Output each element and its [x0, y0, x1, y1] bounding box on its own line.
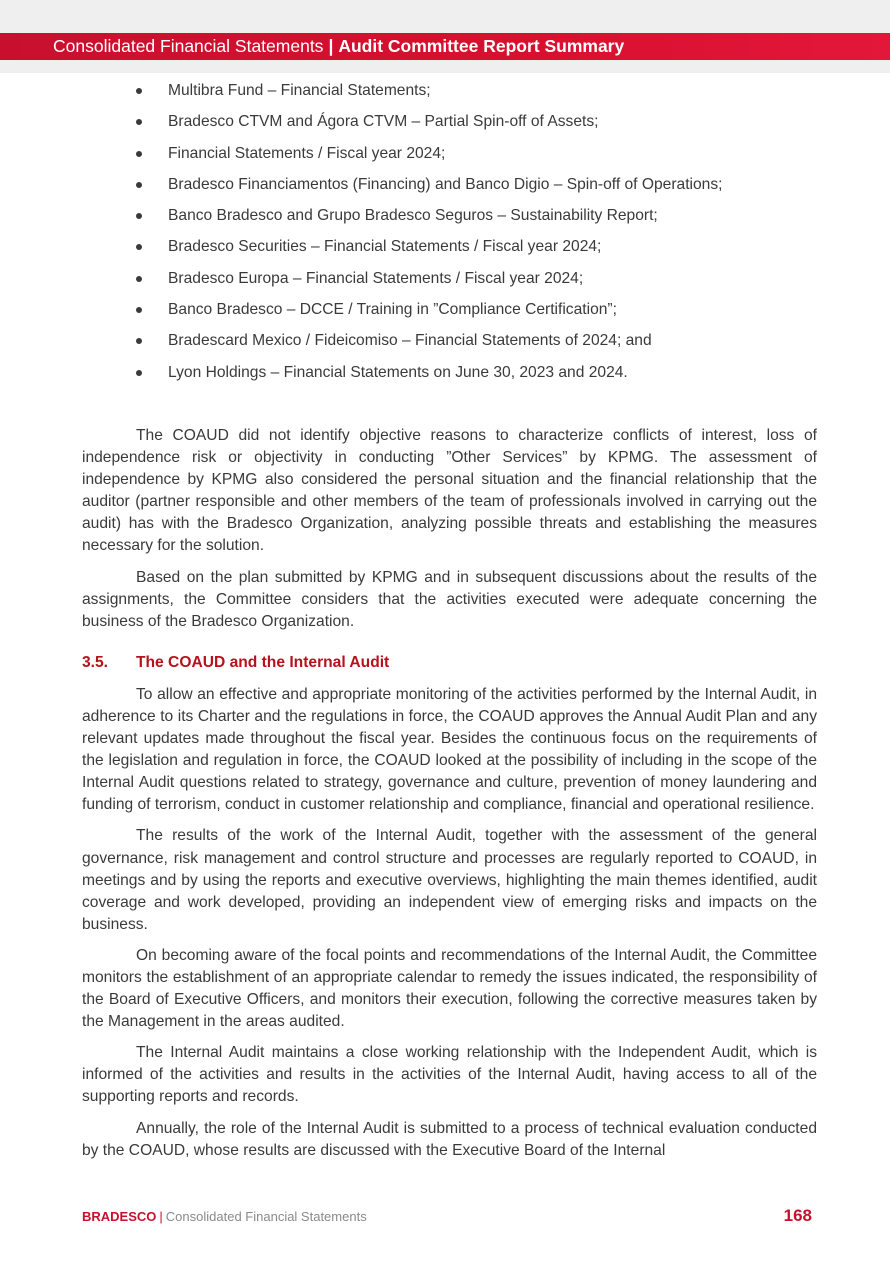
list-item — [136, 235, 836, 266]
list-item-text: Banco Bradesco and Grupo Bradesco Seguros – Sustainability Report; — [168, 207, 658, 225]
bullet-icon — [136, 119, 142, 125]
list-item — [136, 329, 836, 360]
list-item-text: Lyon Holdings – Financial Statements on June 30, 2023 and 2024. — [168, 363, 628, 381]
header-document-title: Consolidated Financial Statements — [53, 36, 324, 56]
list-item-text: Bradesco CTVM and Ágora CTVM – Partial Spin-off of Assets; — [168, 113, 599, 131]
list-item — [136, 267, 836, 298]
top-strip — [0, 0, 890, 33]
bullet-icon — [136, 370, 142, 376]
section-title: The COAUD and the Internal Audit — [136, 653, 390, 671]
paragraph-relationship: The Internal Audit maintains a close working relationship with the Independent Audit, which is informed of the activities and results in the activities of the Internal Audit, having access to all of the supporting reports and records. — [82, 1044, 817, 1106]
bullet-icon — [136, 338, 142, 344]
header-underband — [0, 60, 890, 73]
body-content — [82, 425, 817, 1171]
list-item — [136, 361, 836, 392]
page-header — [0, 33, 890, 60]
list-item — [136, 204, 836, 235]
bullet-icon — [136, 244, 142, 250]
paragraph-focal-points: On becoming aware of the focal points and recommendations of the Internal Audit, the Committee monitors the establishment of an appropriate calendar to remedy the issues indicated, the responsibility of the Board of Executive Officers, and monitors their execution, following the corrective measures taken by the Management in the areas audited. — [82, 946, 817, 1031]
bullet-icon — [136, 182, 142, 188]
footer-separator: | — [159, 1209, 163, 1224]
paragraph-results: The results of the work of the Internal Audit, together with the assessment of the general governance, risk management and control structure and processes are regularly reported to COAUD, in meetings and by using the reports and executive overviews, highlighting the main themes identified, audit coverage and work developed, providing an independent view of emerging risks and impacts on the business. — [82, 827, 817, 933]
paragraph-evaluation: Annually, the role of the Internal Audit is submitted to a process of technical evaluation conducted by the COAUD, whose results are discussed with the Executive Board of the Internal — [82, 1119, 817, 1159]
list-item — [136, 110, 836, 141]
section-heading — [82, 652, 817, 674]
services-bullet-list — [136, 79, 836, 392]
bullet-icon — [136, 307, 142, 313]
list-item-text: Financial Statements / Fiscal year 2024; — [168, 144, 446, 162]
footer-document-title: Consolidated Financial Statements — [165, 1209, 367, 1224]
bullet-icon — [136, 88, 142, 94]
header-separator: | — [328, 36, 334, 56]
list-item — [136, 142, 836, 173]
list-item — [136, 79, 836, 110]
list-item-text: Bradesco Securities – Financial Statements / Fiscal year 2024; — [168, 238, 602, 256]
list-item-text: Bradescard Mexico / Fideicomiso – Financial Statements of 2024; and — [168, 332, 652, 350]
list-item-text: Bradesco Europa – Financial Statements / Fiscal year 2024; — [168, 269, 584, 287]
page-number: 168 — [783, 1206, 812, 1225]
bullet-icon — [136, 151, 142, 157]
list-item-text: Multibra Fund – Financial Statements; — [168, 82, 431, 99]
paragraph-kpmg-plan: Based on the plan submitted by KPMG and in subsequent discussions about the results of the assignments, the Committee considers that the activities executed were adequate concerning the business of the Bradesco Organization. — [82, 568, 817, 630]
header-section-title: Audit Committee Report Summary — [338, 36, 625, 56]
bullet-icon — [136, 213, 142, 219]
section-number: 3.5. — [82, 653, 109, 671]
paragraph-independence: The COAUD did not identify objective reasons to characterize conflicts of interest, loss of independence risk or objectivity in conducting ”Other Services” by KPMG. The assessment of independence by KPMG also considered the personal situation and the financial relationship that the auditor (partner responsible and other members of the team of professionals involved in carrying out the audit) has with the Bradesco Organization, analyzing possible threats and establishing the measures necessary for the solution. — [82, 427, 817, 555]
paragraph-monitoring: To allow an effective and appropriate monitoring of the activities performed by the Internal Audit, in adherence to its Charter and the regulations in force, the COAUD approves the Annual Audit Plan and any relevant updates made throughout the fiscal year. Besides the continuous focus on the requirements of the legislation and regulation in force, the COAUD looked at the possibility of including in the scope of the Internal Audit questions related to strategy, governance and culture, prevention of money laundering and funding of terrorism, conduct in customer relationship and compliance, financial and operational resilience. — [82, 685, 817, 814]
list-item-text: Bradesco Financiamentos (Financing) and Banco Digio – Spin-off of Operations; — [168, 175, 723, 193]
list-item — [136, 298, 836, 329]
bullet-icon — [136, 276, 142, 282]
list-item — [136, 173, 836, 204]
footer-brand: BRADESCO — [82, 1209, 157, 1224]
list-item-text: Banco Bradesco – DCCE / Training in ”Compliance Certification”; — [168, 301, 617, 319]
page-footer — [82, 1207, 367, 1227]
